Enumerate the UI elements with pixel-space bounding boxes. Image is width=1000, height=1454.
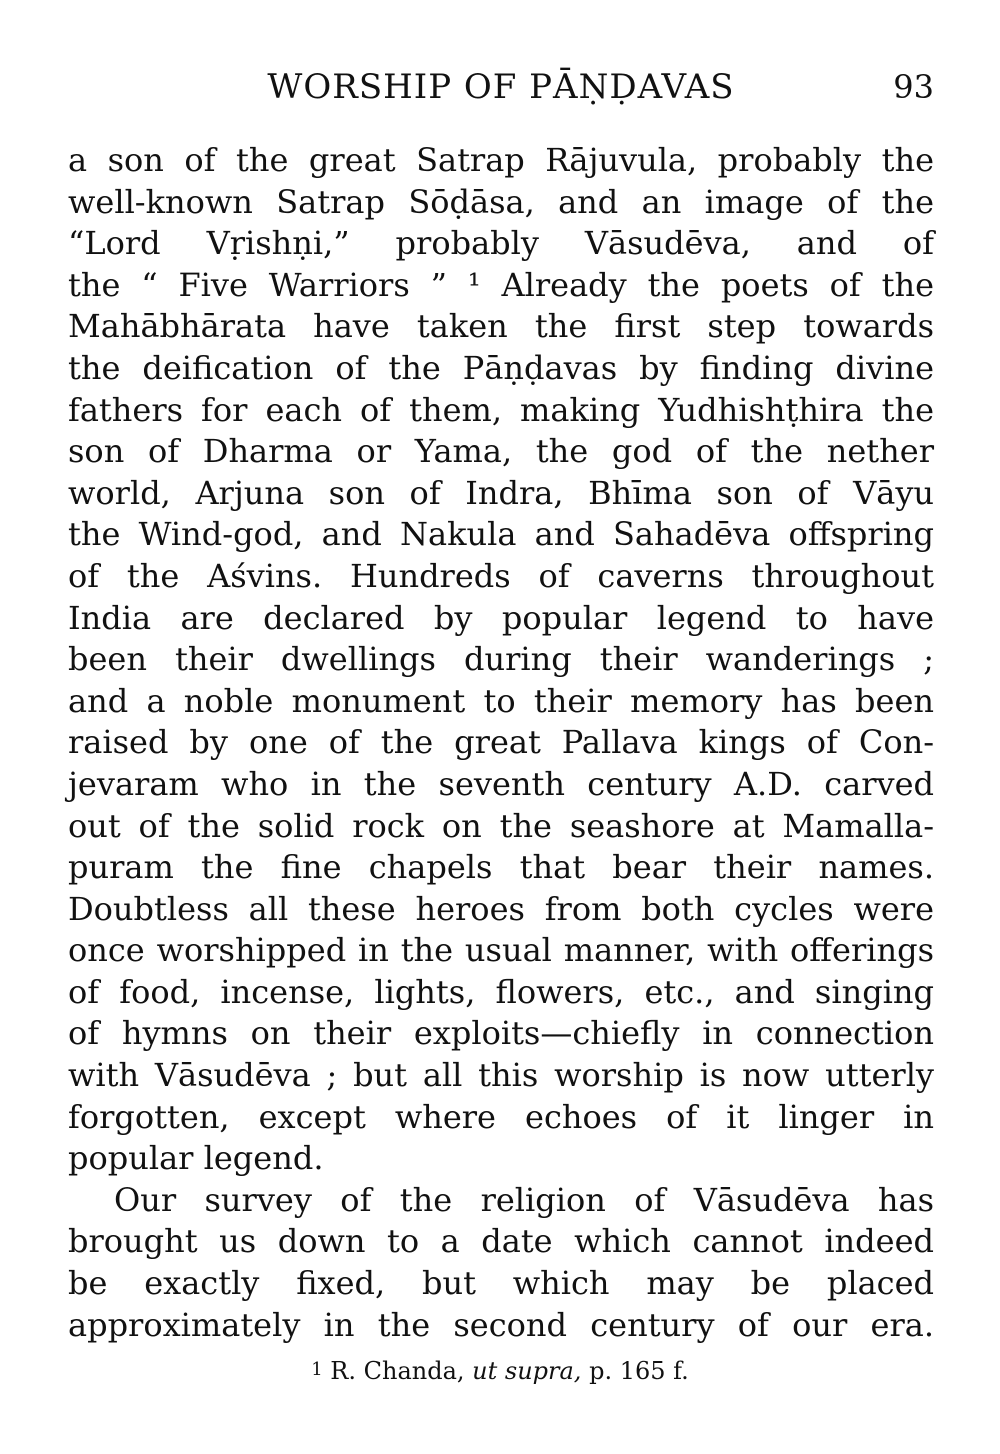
- text-line: been their dwellings during their wanderings ;: [68, 640, 934, 679]
- text-line: fathers for each of them, making Yudhishṭhira the: [68, 390, 934, 429]
- text-line: approximately in the second century of our era.: [68, 1305, 934, 1344]
- text-line: Doubtless all these heroes from both cycles were: [68, 889, 934, 928]
- text-line: be exactly fixed, but which may be placed: [68, 1264, 934, 1303]
- text-line: brought us down to a date which cannot indeed: [68, 1222, 934, 1261]
- text-line: with Vāsudēva ; but all this worship is now utterly: [68, 1056, 934, 1095]
- text-line: of food, incense, lights, flowers, etc., and singing: [68, 972, 934, 1011]
- text-line: India are declared by popular legend to have: [68, 598, 934, 637]
- text-line: of the Aśvins. Hundreds of caverns throughout: [68, 556, 934, 595]
- text-line: “Lord Vṛishṇi,” probably Vāsudēva, and of: [68, 224, 934, 263]
- footnote: [0, 1350, 1000, 1391]
- text-line: and a noble monument to their memory has been: [68, 681, 934, 720]
- text-line: raised by one of the great Pallava kings of Con-: [68, 723, 934, 762]
- footnote-ref: p. 165 f.: [589, 1357, 689, 1385]
- footnote-mark: 1: [311, 1359, 323, 1380]
- text-line: son of Dharma or Yama, the god of the nether: [68, 432, 934, 471]
- text-line: out of the solid rock on the seashore at Mamalla-: [68, 806, 934, 845]
- text-line: the Wind-god, and Nakula and Sahadēva offspring: [68, 515, 934, 554]
- text-line: of hymns on their exploits—chiefly in connection: [68, 1014, 934, 1053]
- footnote-author: R. Chanda,: [330, 1357, 465, 1385]
- text-line: jevaram who in the seventh century A.D. carved: [68, 764, 934, 803]
- text-line: forgotten, except where echoes of it linger in: [68, 1097, 934, 1136]
- page-number: 93: [893, 68, 934, 106]
- running-head: [68, 62, 934, 112]
- body-text: [68, 140, 934, 1346]
- text-line: once worshipped in the usual manner, with offerings: [68, 931, 934, 970]
- text-line: Mahābhārata have taken the first step towards: [68, 307, 934, 346]
- text-line: the deification of the Pāṇḍavas by finding divine: [68, 348, 934, 387]
- text-line: well-known Satrap Sōḍāsa, and an image of the: [68, 182, 934, 221]
- text-line: popular legend.: [68, 1139, 324, 1178]
- text-line: a son of the great Satrap Rājuvula, probably the: [68, 141, 934, 179]
- text-line: the “ Five Warriors ” ¹ Already the poets of the: [68, 265, 934, 304]
- running-title: WORSHIP OF PĀṆḌAVAS: [267, 67, 735, 107]
- text-line: puram the fine chapels that bear their names.: [68, 848, 934, 887]
- text-line: world, Arjuna son of Indra, Bhīma son of Vāyu: [68, 473, 934, 512]
- footnote-italic: ut supra,: [472, 1357, 582, 1385]
- text-line: Our survey of the religion of Vāsudēva has: [114, 1180, 934, 1219]
